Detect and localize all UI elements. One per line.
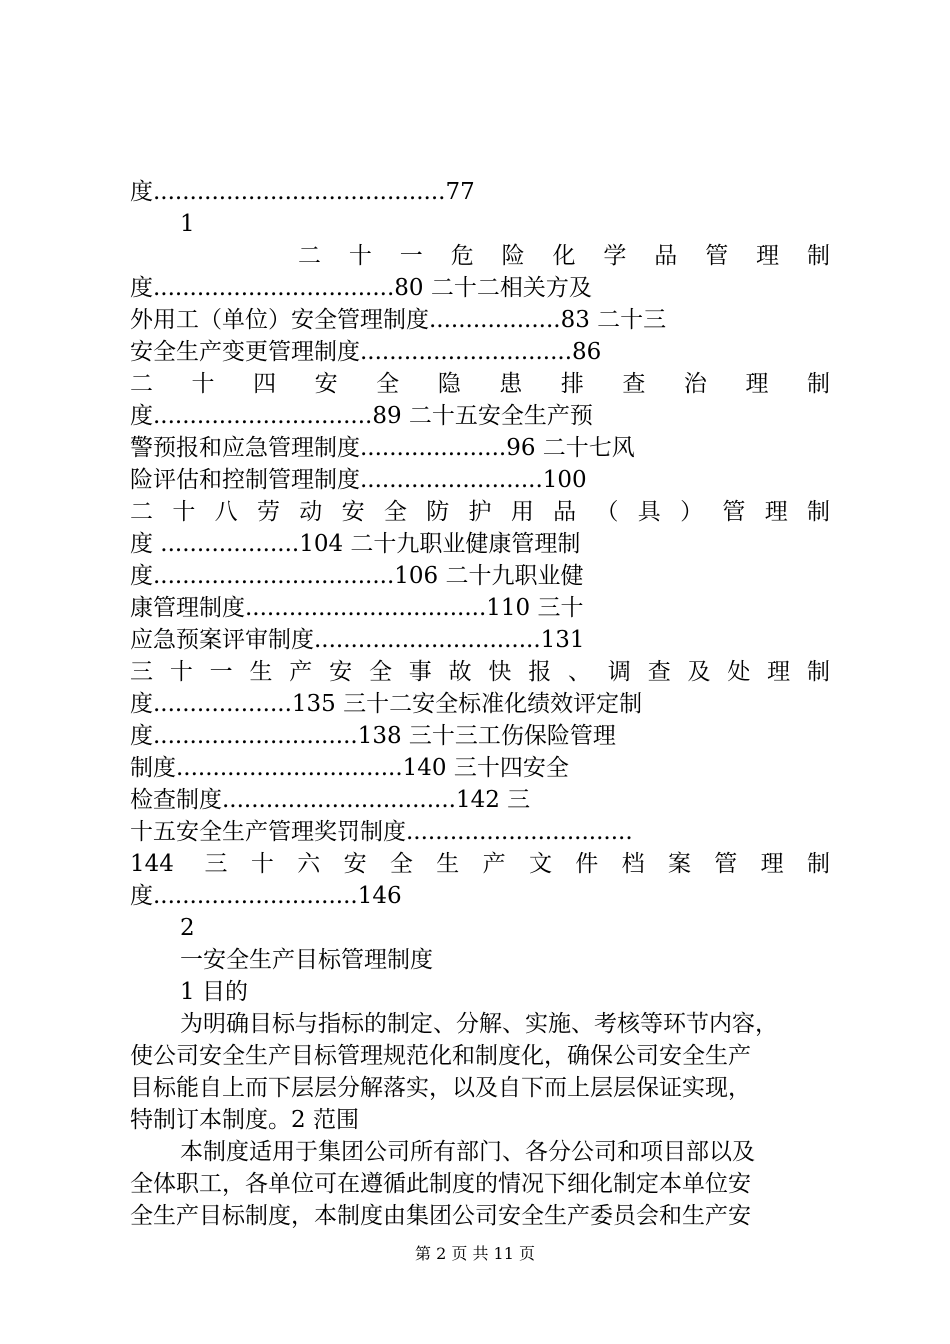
toc-line: 康管理制度.................................110 三十: [130, 595, 584, 621]
paragraph-line: 特制订本制度。2 范围: [130, 1107, 359, 1133]
paragraph-line: 为明确目标与指标的制定、分解、实施、考核等环节内容，: [180, 1011, 778, 1037]
toc-line: 险评估和控制管理制度.........................100: [130, 467, 587, 493]
toc-line: 度 ...................104 二十九职业健康管理制: [130, 531, 581, 557]
toc-line: 二十八劳动安全防护用品（具）管理制: [130, 499, 830, 525]
paragraph-line: 使公司安全生产目标管理规范化和制度化，确保公司安全生产: [130, 1043, 751, 1069]
toc-line: 度........................................77: [130, 179, 475, 205]
toc-line: 144 三十六安全生产文件档案管理制: [130, 851, 830, 877]
toc-line: 十五安全生产管理奖罚制度...............................: [130, 819, 633, 845]
section-body: [130, 944, 830, 1232]
toc-line: 度...................135 三十二安全标准化绩效评定制: [130, 691, 643, 717]
toc-line: 二十四安全隐患排查治理制: [130, 371, 830, 397]
toc-line: 制度...............................140 三十四安全: [130, 755, 569, 781]
toc-line: 度.................................106 二十九职业健: [130, 563, 584, 589]
toc-line: 度............................138 三十三工伤保险管理: [130, 723, 616, 749]
toc-line: 度.................................80 二十二相关方及: [130, 275, 592, 301]
toc-line: 三十一生产安全事故快报、调查及处理制: [130, 659, 830, 685]
subsection-heading: 1 目的: [180, 979, 248, 1005]
section-heading: 一安全生产目标管理制度: [180, 947, 433, 973]
paragraph-line: 全体职工，各单位可在遵循此制度的情况下细化制定本单位安: [130, 1171, 751, 1197]
toc-line: 警预报和应急管理制度....................96 二十七风: [130, 435, 635, 461]
paragraph-line: 目标能自上而下层层分解落实，以及自下而上层层保证实现，: [130, 1075, 751, 1101]
paragraph-line: 全生产目标制度，本制度由集团公司安全生产委员会和生产安: [130, 1203, 751, 1229]
toc-line: 外用工（单位）安全管理制度..................83 二十三: [130, 307, 667, 333]
toc-line: 二十一危险化学品管理制: [298, 243, 830, 269]
toc-line: 应急预案评审制度...............................131: [130, 627, 585, 653]
toc-line: 度............................146: [130, 883, 402, 909]
paragraph-line: 本制度适用于集团公司所有部门、各分公司和项目部以及: [180, 1139, 755, 1165]
toc-line: 安全生产变更管理制度.............................86: [130, 339, 602, 365]
page-footer: 第 2 页 共 11 页: [415, 1244, 535, 1263]
toc-page-number: 1: [180, 211, 195, 237]
toc-line: 度..............................89 二十五安全生产预: [130, 403, 593, 429]
table-of-contents: [130, 176, 830, 944]
toc-line: 检查制度................................142 三: [130, 787, 531, 813]
toc-page-number: 2: [180, 915, 195, 941]
